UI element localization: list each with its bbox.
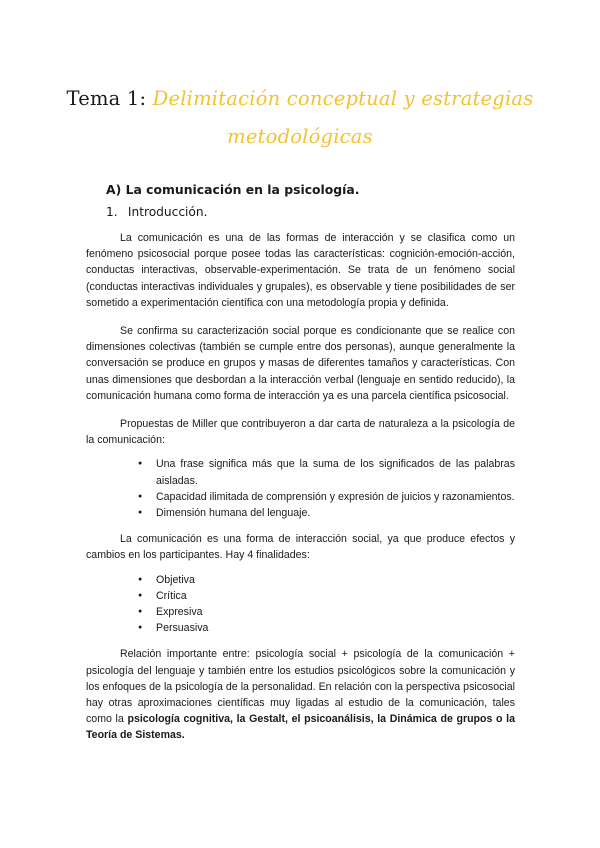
paragraph-3: Propuestas de Miller que contribuyeron a dar carta de naturaleza a la psicología de la comunicación:	[86, 418, 515, 447]
title-accent: Delimitación conceptual y estrategias metodológicas	[152, 87, 534, 148]
paragraph-2: Se confirma su caracterización social porque es condicionante que se realice con dimensiones colectivas (también se cumple entre dos personas), aunque generalmente la conversación se produce en grupos y masas de diferentes tamaños y características. Con unas dimensiones que desbordan a la interacción verbal (lenguaje en sentido reducido), la comunicación humana como forma de interacción ya es una parcela científica psicosocial.	[86, 325, 515, 402]
list-item: ● Persuasiva	[156, 620, 515, 636]
finalidades-list	[86, 572, 515, 637]
subsection-label: Introducción.	[127, 205, 208, 219]
list-item: ● Objetiva	[156, 572, 515, 588]
miller-list	[86, 456, 515, 521]
paragraph-4: La comunicación es una forma de interacción social, ya que produce efectos y cambios en los participantes. Hay 4 finalidades:	[86, 533, 515, 562]
title-prefix: Tema 1:	[66, 87, 147, 110]
list-item: ● Dimensión humana del lenguaje.	[156, 505, 515, 521]
section-heading: A) La comunicación en la psicología.	[106, 182, 360, 197]
subsection-heading	[106, 202, 515, 222]
paragraph-5-text: Relación importante entre: psicología social + psicología de la comunicación + psicología del lenguaje y también entre los estudios psicológicos sobre la comunicación y los enfoques de la psicología de la personalidad. En relación con la perspectiva psicosocial hay otras aproximaciones científicas muy ligadas al estudio de la comunicación, tales como la	[86, 648, 515, 726]
document-body	[86, 180, 515, 756]
list-item: ● Capacidad ilimitada de comprensión y expresión de juicios y razonamientos.	[156, 489, 515, 505]
paragraph-5	[86, 646, 515, 743]
paragraph-1: La comunicación es una de las formas de interacción y se clasifica como un fenómeno psicosocial porque posee todas las características: cognición-emoción-acción, conductas interactivas, observable-experimentación. Se trata de un fenómeno social (conductas interactivas individuales y grupales), es observable y tiene posibilidades de ser sometido a experimentación científica con una metodología propia y definida.	[86, 232, 515, 309]
paragraph-5-bold: psicología cognitiva, la Gestalt, el psicoanálisis, la Dinámica de grupos o la Teoría de Sistemas.	[86, 713, 515, 742]
list-item: ● Expresiva	[156, 604, 515, 620]
list-item: ● Una frase significa más que la suma de los significados de las palabras aisladas.	[156, 456, 515, 488]
list-item: ● Crítica	[156, 588, 515, 604]
page-title	[60, 80, 540, 156]
subsection-number: 1.	[106, 205, 118, 219]
